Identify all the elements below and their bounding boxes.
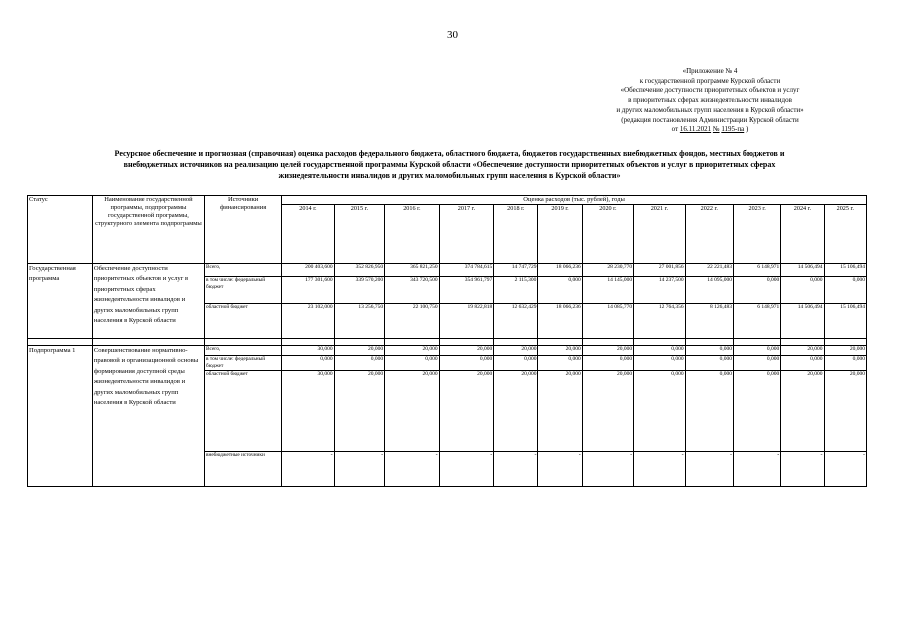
spacer-cell <box>205 339 282 346</box>
value-cell: 0,000 <box>781 277 824 304</box>
value-cell: 14 237,500 <box>634 277 685 304</box>
value-cell: 0,000 <box>685 371 733 452</box>
value-cell: 0,000 <box>733 277 780 304</box>
value-cell: 14 747,729 <box>494 264 538 277</box>
resource-table <box>27 195 867 487</box>
appendix-line: (редакция постановления Администрации Курской области <box>621 115 799 124</box>
year-header: 2016 г. <box>385 205 440 264</box>
resolution-number: 1195-па <box>721 125 745 134</box>
value-cell: 2 115,300 <box>494 277 538 304</box>
number-prefix: № <box>712 125 720 134</box>
funding-source: областной бюджет <box>205 304 282 339</box>
value-cell: - <box>494 452 538 487</box>
value-cell: 352 826,950 <box>334 264 384 277</box>
header-name: Наименование государственной программы, подпрограммы государственной программы, структурного элемента подпрограммы <box>92 196 204 264</box>
value-cell: 12 764,356 <box>634 304 685 339</box>
appendix-date-line <box>560 125 860 135</box>
value-cell: 0,000 <box>282 356 334 371</box>
value-cell: 374 784,615 <box>439 264 494 277</box>
funding-source: Всего, <box>205 264 282 277</box>
value-cell: 0,000 <box>824 277 866 304</box>
value-cell: - <box>334 452 384 487</box>
spacer-cell <box>282 339 334 346</box>
funding-source: областной бюджет <box>205 371 282 452</box>
value-cell: 20,000 <box>781 371 824 452</box>
spacer-cell <box>494 339 538 346</box>
value-cell: 20,000 <box>439 371 494 452</box>
value-cell: 15 106,494 <box>824 304 866 339</box>
title-line: Ресурсное обеспечение и прогнозная (справочная) оценка расходов федерального бюджета, областного бюджета, бюджетов государственных внебюджетных фондов, местных бюджетов и <box>114 149 785 158</box>
value-cell: 22 100,750 <box>385 304 440 339</box>
header-estimate: Оценка расходов (тыс. рублей), годы <box>282 196 867 205</box>
value-cell: 18 066,236 <box>538 264 582 277</box>
value-cell: 0,000 <box>439 356 494 371</box>
funding-source: в том числе: федеральный бюджет <box>205 277 282 304</box>
header-status: Статус <box>28 196 93 264</box>
page-number: 30 <box>447 29 458 41</box>
spacer-cell <box>538 339 582 346</box>
table-row <box>28 346 867 356</box>
value-cell: 15 106,494 <box>824 264 866 277</box>
value-cell: 14 506,494 <box>781 264 824 277</box>
appendix-line: в приоритетных сферах жизнедеятельности инвалидов <box>628 96 792 105</box>
date-prefix: от <box>671 125 679 134</box>
value-cell: 0,000 <box>634 346 685 356</box>
value-cell: 0,000 <box>634 356 685 371</box>
document-title <box>28 148 871 181</box>
value-cell: 0,000 <box>582 356 633 371</box>
value-cell: - <box>385 452 440 487</box>
value-cell: 20,000 <box>582 371 633 452</box>
spacer-cell <box>28 339 93 346</box>
spacer-cell <box>334 339 384 346</box>
row-name: Обеспечение доступности приоритетных объектов и услуг в приоритетных сферах жизнедеятельности инвалидов и других маломобильных групп населения в Курской области <box>92 264 204 339</box>
funding-source: в том числе: федеральный бюджет <box>205 356 282 371</box>
value-cell: 0,000 <box>538 277 582 304</box>
value-cell: 30,000 <box>282 346 334 356</box>
value-cell: - <box>439 452 494 487</box>
value-cell: - <box>282 452 334 487</box>
value-cell: 20,000 <box>781 346 824 356</box>
value-cell: 343 720,500 <box>385 277 440 304</box>
year-header: 2025 г. <box>824 205 866 264</box>
value-cell: 0,000 <box>685 356 733 371</box>
value-cell: 20,000 <box>385 371 440 452</box>
value-cell: 18 066,236 <box>538 304 582 339</box>
header-source: Источники финансирования <box>205 196 282 264</box>
resolution-date: 16.11.2021 <box>679 125 712 134</box>
value-cell: 20,000 <box>494 371 538 452</box>
row-name: Совершенствование нормативно-правовой и организационной основы формирования доступной среды жизнедеятельности инвалидов и других маломобильных групп населения в Курской области <box>92 346 204 487</box>
value-cell: 0,000 <box>685 346 733 356</box>
value-cell: 365 821,250 <box>385 264 440 277</box>
value-cell: 14 145,000 <box>582 277 633 304</box>
value-cell: - <box>824 452 866 487</box>
funding-source: Всего, <box>205 346 282 356</box>
value-cell: 20,000 <box>538 346 582 356</box>
value-cell: 23 102,000 <box>282 304 334 339</box>
spacer-cell <box>781 339 824 346</box>
value-cell: 12 632,429 <box>494 304 538 339</box>
spacer-cell <box>439 339 494 346</box>
row-status: Подпрограмма 1 <box>28 346 93 487</box>
year-header: 2019 г. <box>538 205 582 264</box>
year-header: 2015 г. <box>334 205 384 264</box>
table-row <box>28 264 867 277</box>
value-cell: 20,000 <box>334 371 384 452</box>
spacer-cell <box>824 339 866 346</box>
spacer-cell <box>733 339 780 346</box>
value-cell: 0,000 <box>538 356 582 371</box>
value-cell: 200 403,600 <box>282 264 334 277</box>
value-cell: 0,000 <box>733 346 780 356</box>
funding-source: внебюджетные источники <box>205 452 282 487</box>
value-cell: 13 256,750 <box>334 304 384 339</box>
value-cell: - <box>733 452 780 487</box>
value-cell: 354 961,797 <box>439 277 494 304</box>
value-cell: - <box>781 452 824 487</box>
value-cell: 14 085,770 <box>582 304 633 339</box>
value-cell: - <box>634 452 685 487</box>
spacer-cell <box>634 339 685 346</box>
value-cell: - <box>538 452 582 487</box>
spacer-cell <box>385 339 440 346</box>
appendix-line: «Обеспечение доступности приоритетных объектов и услуг <box>620 86 800 95</box>
value-cell: 27 001,856 <box>634 264 685 277</box>
value-cell: 19 822,818 <box>439 304 494 339</box>
value-cell: 14 095,000 <box>685 277 733 304</box>
year-header: 2022 г. <box>685 205 733 264</box>
value-cell: 20,000 <box>439 346 494 356</box>
value-cell: 28 230,770 <box>582 264 633 277</box>
table-body <box>28 264 867 487</box>
value-cell: 6 148,971 <box>733 264 780 277</box>
spacer-row <box>28 339 867 346</box>
value-cell: - <box>582 452 633 487</box>
value-cell: 0,000 <box>824 356 866 371</box>
spacer-cell <box>685 339 733 346</box>
year-header: 2024 г. <box>781 205 824 264</box>
value-cell: 14 506,494 <box>781 304 824 339</box>
value-cell: 0,000 <box>334 356 384 371</box>
value-cell: 20,000 <box>824 346 866 356</box>
value-cell: 20,000 <box>494 346 538 356</box>
value-cell: 0,000 <box>733 356 780 371</box>
year-header: 2014 г. <box>282 205 334 264</box>
value-cell: 0,000 <box>781 356 824 371</box>
appendix-line: и других маломобильных групп населения в Курской области» <box>616 105 804 114</box>
year-header: 2023 г. <box>733 205 780 264</box>
value-cell: 20,000 <box>824 371 866 452</box>
value-cell: 6 148,971 <box>733 304 780 339</box>
value-cell: 0,000 <box>733 371 780 452</box>
close-paren: ) <box>746 125 749 134</box>
spacer-cell <box>582 339 633 346</box>
value-cell: 177 301,600 <box>282 277 334 304</box>
title-line: внебюджетных источников на реализацию целей государственной программы Курской области «Обеспечение доступности приоритетных объектов и услуг в приоритетных сферах <box>123 160 776 169</box>
value-cell: 0,000 <box>634 371 685 452</box>
value-cell: 8 126,483 <box>685 304 733 339</box>
year-header: 2018 г. <box>494 205 538 264</box>
year-header: 2017 г. <box>439 205 494 264</box>
title-line: жизнедеятельности инвалидов и других маломобильных групп населения в Курской области» <box>278 171 621 180</box>
value-cell: 20,000 <box>334 346 384 356</box>
appendix-header <box>560 67 860 135</box>
value-cell: 30,000 <box>282 371 334 452</box>
value-cell: - <box>685 452 733 487</box>
year-header: 2020 г. <box>582 205 633 264</box>
value-cell: 22 221,483 <box>685 264 733 277</box>
value-cell: 20,000 <box>385 346 440 356</box>
value-cell: 20,000 <box>538 371 582 452</box>
value-cell: 339 570,200 <box>334 277 384 304</box>
appendix-line: к государственной программе Курской области <box>639 76 781 85</box>
value-cell: 0,000 <box>385 356 440 371</box>
value-cell: 0,000 <box>494 356 538 371</box>
row-status: Государственная программа <box>28 264 93 339</box>
spacer-cell <box>92 339 204 346</box>
year-header: 2021 г. <box>634 205 685 264</box>
value-cell: 20,000 <box>582 346 633 356</box>
appendix-line: «Приложение № 4 <box>682 67 738 75</box>
